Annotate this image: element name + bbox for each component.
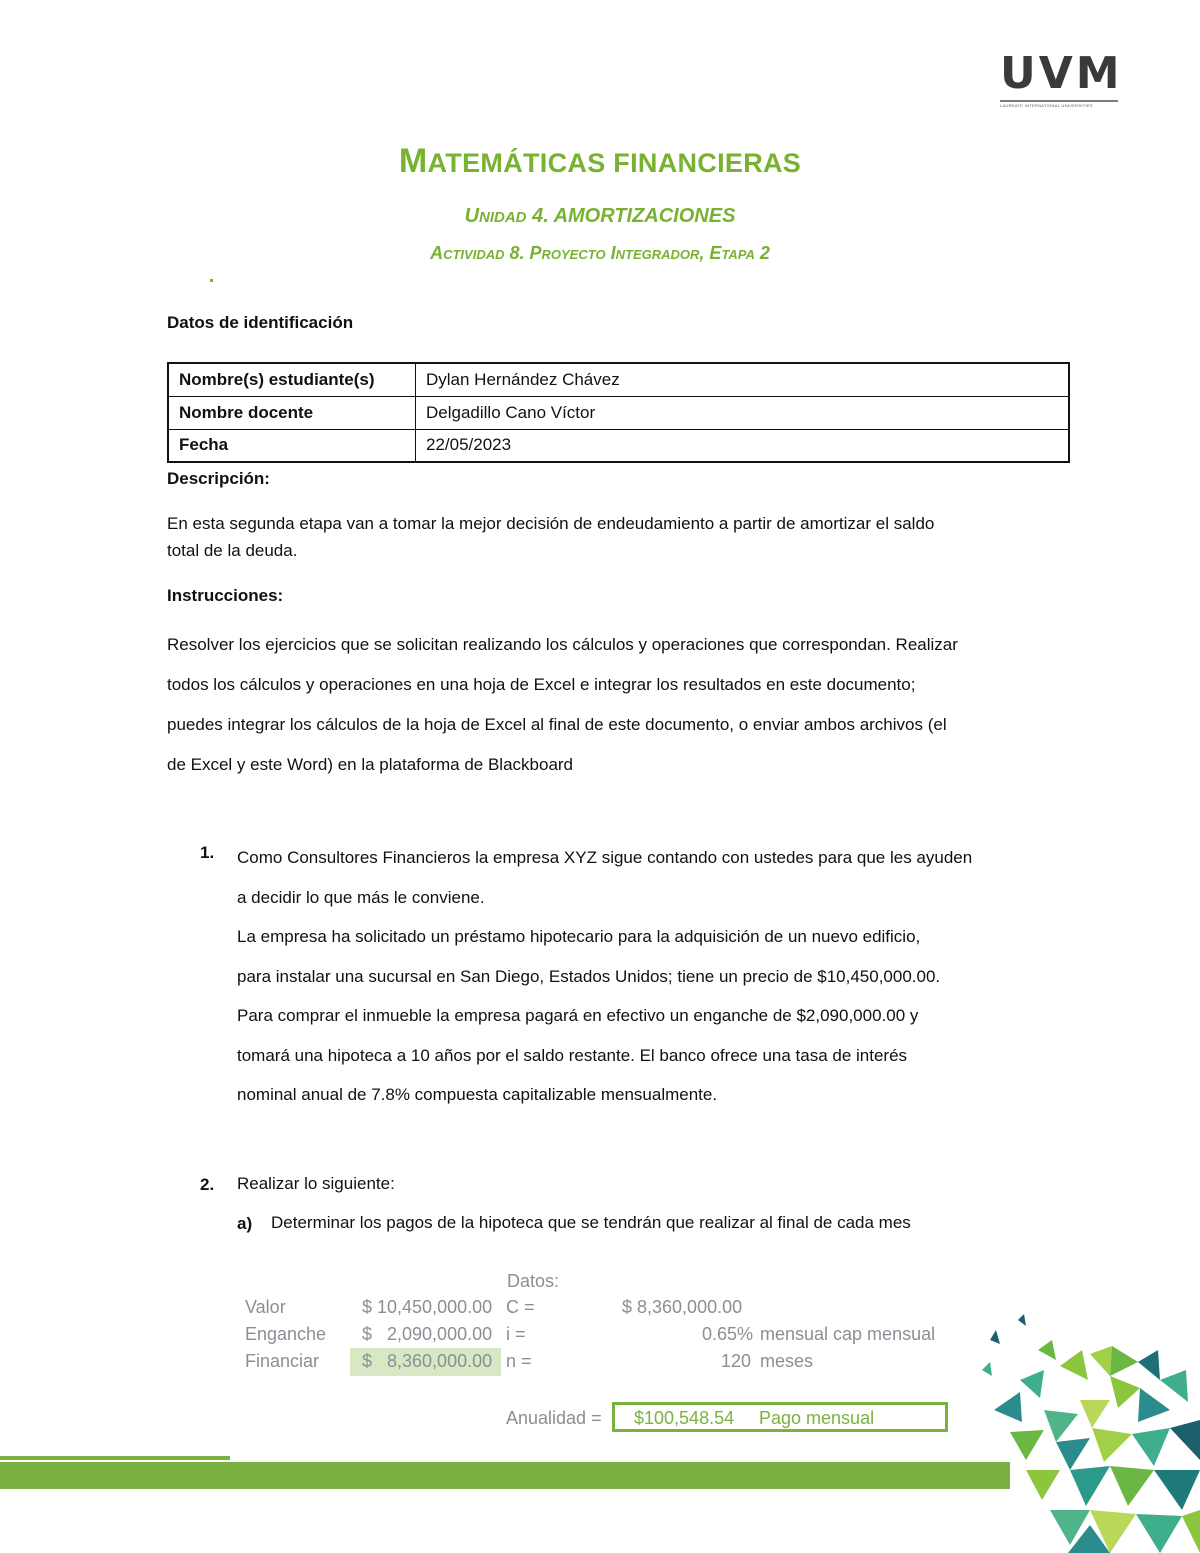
logo-text: UVM xyxy=(1000,48,1123,99)
annuity-value: $100,548.54 xyxy=(634,1408,735,1428)
table-key: Nombre docente xyxy=(168,396,416,429)
unit-subtitle: UNIDAD 4. AMORTIZACIONES xyxy=(464,205,736,227)
annuity-label: Anualidad = xyxy=(506,1408,602,1428)
table-row xyxy=(168,429,1069,462)
description-heading: Descripción: xyxy=(167,469,270,488)
excel-value-c: $ 8,360,000.00 xyxy=(622,1297,743,1317)
logo-tagline: LAUREATE INTERNATIONAL UNIVERSITIES xyxy=(1000,103,1093,108)
identification-heading: Datos de identificación xyxy=(167,313,354,332)
table-value: Delgadillo Cano Víctor xyxy=(416,396,1070,429)
identification-table xyxy=(167,362,1070,463)
excel-var-n: n = xyxy=(506,1351,532,1371)
table-value: Dylan Hernández Chávez xyxy=(416,363,1070,396)
table-value: 22/05/2023 xyxy=(416,429,1070,462)
logo-divider xyxy=(1000,100,1118,102)
exercise-2-number: 2. xyxy=(200,1175,215,1194)
exercise-2-text: Realizar lo siguiente: xyxy=(237,1174,395,1193)
exercise-1-number: 1. xyxy=(200,843,215,862)
annuity-unit: Pago mensual xyxy=(759,1408,875,1428)
excel-label-valor: Valor xyxy=(245,1297,286,1317)
exercise-line: Para comprar el inmueble la empresa pagará en efectivo un enganche de $2,090,000.00 y xyxy=(237,1006,919,1025)
description-line: En esta segunda etapa van a tomar la mejor decisión de endeudamiento a partir de amortizar el saldo xyxy=(167,514,935,533)
sub-item-letter: a) xyxy=(237,1214,253,1233)
excel-unit-n: meses xyxy=(760,1351,814,1371)
excel-amount-valor: $ 10,450,000.00 xyxy=(362,1297,493,1317)
excel-label-enganche: Enganche xyxy=(245,1324,327,1344)
instructions-line: puedes integrar los cálculos de la hoja de Excel al final de este documento, o enviar ambos archivos (el xyxy=(167,715,947,734)
exercise-line: tomará una hipoteca a 10 años por el saldo restante. El banco ofrece una tasa de interés xyxy=(237,1045,908,1065)
instructions-line: de Excel y este Word) en la plataforma de Blackboard xyxy=(167,755,574,774)
excel-amount-financiar: $ 8,360,000.00 xyxy=(362,1351,493,1371)
exercise-line: nominal anual de 7.8% compuesta capitalizable mensualmente. xyxy=(237,1085,718,1104)
instructions-line: Resolver los ejercicios que se solicitan realizando los cálculos y operaciones que correspondan. Realizar xyxy=(167,635,958,654)
document-title: MATEMÁTICAS FINANCIERAS xyxy=(398,142,802,180)
datos-label: Datos: xyxy=(507,1271,560,1291)
excel-var-c: C = xyxy=(506,1297,535,1317)
exercise-line: para instalar una sucursal en San Diego, Estados Unidos; tiene un precio de $10,450,000.00. xyxy=(237,966,941,986)
sub-item-text: Determinar los pagos de la hipoteca que se tendrán que realizar al final de cada mes xyxy=(271,1213,911,1232)
activity-subtitle: ACTIVIDAD 8. PROYECTO INTEGRADOR, ETAPA 2 xyxy=(430,243,770,263)
exercise-1-text xyxy=(237,838,1070,1115)
excel-amount-enganche: $ 2,090,000.00 xyxy=(362,1324,493,1344)
exercise-line: Como Consultores Financieros la empresa XYZ sigue contando con ustedes para que les ayuden xyxy=(237,848,973,867)
excel-unit-i: mensual cap mensual xyxy=(760,1324,936,1344)
instructions-heading: Instrucciones: xyxy=(167,586,284,605)
uvm-logo xyxy=(1000,48,1123,110)
excel-label-financiar: Financiar xyxy=(245,1351,320,1371)
instructions-text xyxy=(167,625,1087,785)
table-row xyxy=(168,396,1069,429)
description-line: total de la deuda. xyxy=(167,541,298,560)
exercise-line: a decidir lo que más le conviene. xyxy=(237,887,485,907)
decorative-polygon-graphic xyxy=(960,1310,1200,1553)
excel-value-n: 120 xyxy=(721,1351,752,1371)
footer-accent-line xyxy=(0,1456,230,1460)
footer-green-band xyxy=(0,1462,1010,1489)
table-key: Nombre(s) estudiante(s) xyxy=(168,363,416,396)
exercise-line: La empresa ha solicitado un préstamo hipotecario para la adquisición de un nuevo edificio, xyxy=(237,927,921,946)
instructions-line: todos los cálculos y operaciones en una hoja de Excel e integrar los resultados en este documento; xyxy=(167,675,916,694)
description-text xyxy=(167,510,1077,564)
decorative-dot xyxy=(210,279,213,282)
excel-var-i: i = xyxy=(506,1324,526,1344)
table-key: Fecha xyxy=(168,429,416,462)
table-row xyxy=(168,363,1069,396)
excel-value-i: 0.65% xyxy=(702,1324,754,1344)
